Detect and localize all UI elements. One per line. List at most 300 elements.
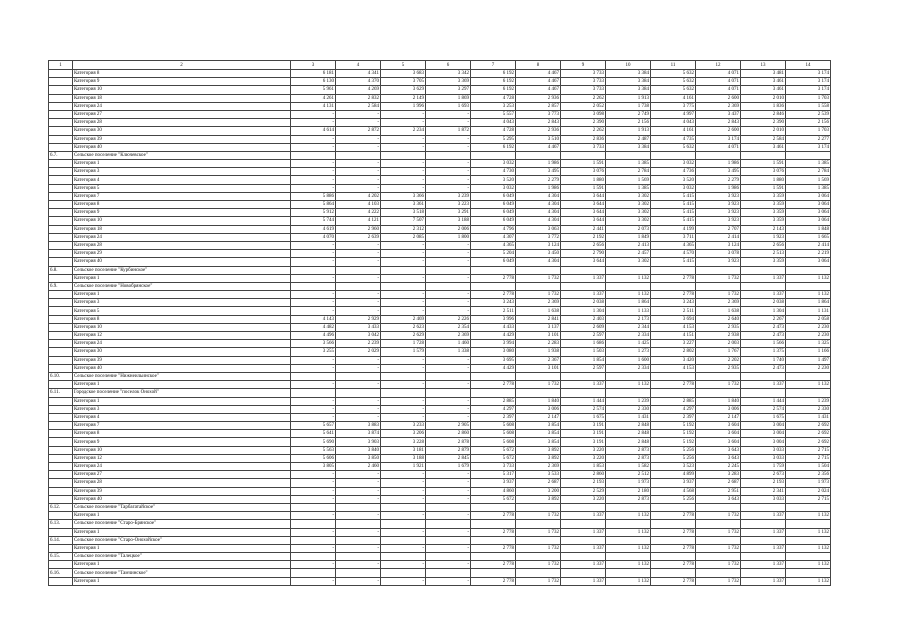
value-cell: 3 384 bbox=[606, 70, 651, 78]
value-cell bbox=[426, 553, 471, 561]
value-cell: 2 692 bbox=[786, 430, 831, 438]
value-cell: 3 937 bbox=[471, 479, 516, 487]
value-cell: 2 245 bbox=[696, 463, 741, 471]
row-number-cell bbox=[49, 184, 73, 192]
value-cell bbox=[786, 151, 831, 159]
value-cell: - bbox=[336, 528, 381, 536]
value-cell: 1 591 bbox=[741, 160, 786, 168]
value-cell: - bbox=[291, 135, 336, 143]
value-cell: 2 951 bbox=[696, 487, 741, 495]
value-cell: 1 385 bbox=[606, 160, 651, 168]
value-cell: - bbox=[291, 528, 336, 536]
row-number-cell bbox=[49, 323, 73, 331]
value-cell bbox=[291, 520, 336, 528]
value-cell: 2 960 bbox=[336, 225, 381, 233]
value-cell: 1 913 bbox=[606, 94, 651, 102]
value-cell: 3 644 bbox=[561, 201, 606, 209]
value-cell bbox=[651, 266, 696, 274]
value-cell: - bbox=[381, 258, 426, 266]
value-cell: 4 736 bbox=[651, 168, 696, 176]
value-cell: 1 638 bbox=[696, 307, 741, 315]
value-cell: 1 675 bbox=[561, 413, 606, 421]
row-number-cell: 6.10. bbox=[49, 372, 73, 380]
table-row bbox=[49, 127, 831, 135]
value-cell bbox=[426, 520, 471, 528]
category-name-cell: Категория 5 bbox=[73, 307, 291, 315]
value-cell: 1 338 bbox=[426, 348, 471, 356]
value-cell: 1 854 bbox=[561, 356, 606, 364]
table-row bbox=[49, 291, 831, 299]
value-cell: 3 359 bbox=[741, 209, 786, 217]
value-cell: 2 226 bbox=[426, 315, 471, 323]
value-cell: - bbox=[291, 168, 336, 176]
value-cell: - bbox=[336, 561, 381, 569]
value-cell: 1 686 bbox=[561, 340, 606, 348]
row-number-cell: 6.9. bbox=[49, 282, 73, 290]
column-number-header bbox=[49, 61, 831, 70]
value-cell: 2 330 bbox=[606, 405, 651, 413]
value-cell: - bbox=[426, 487, 471, 495]
value-cell: 2 156 bbox=[606, 119, 651, 127]
value-cell: 2 935 bbox=[696, 323, 741, 331]
value-cell: 2 609 bbox=[561, 323, 606, 331]
value-cell: 4 071 bbox=[696, 143, 741, 151]
value-cell bbox=[606, 372, 651, 380]
section-row bbox=[49, 520, 831, 528]
value-cell: 3 302 bbox=[606, 192, 651, 200]
value-cell: - bbox=[291, 397, 336, 405]
row-number-cell bbox=[49, 192, 73, 200]
value-cell: 4 161 bbox=[651, 94, 696, 102]
value-cell: 3 733 bbox=[561, 143, 606, 151]
row-number-cell bbox=[49, 250, 73, 258]
value-cell: 1 693 bbox=[426, 102, 471, 110]
value-cell: 2 277 bbox=[786, 135, 831, 143]
value-cell: 4 467 bbox=[516, 143, 561, 151]
value-cell: 1 337 bbox=[561, 544, 606, 552]
tariff-table bbox=[48, 60, 831, 586]
value-cell bbox=[516, 372, 561, 380]
value-cell: 2 656 bbox=[741, 241, 786, 249]
table-row bbox=[49, 168, 831, 176]
value-cell: 2 692 bbox=[786, 422, 831, 430]
value-cell: 2 473 bbox=[741, 332, 786, 340]
settlement-name-cell: Сельское поселение "Нижнеильинское" bbox=[73, 372, 291, 380]
value-cell: 3 705 bbox=[381, 78, 426, 86]
value-cell: - bbox=[381, 176, 426, 184]
value-cell: 4 043 bbox=[651, 119, 696, 127]
row-number-cell bbox=[49, 217, 73, 225]
value-cell: 2 936 bbox=[516, 127, 561, 135]
value-cell: 3 923 bbox=[696, 217, 741, 225]
row-number-cell bbox=[49, 102, 73, 110]
value-cell: 2 369 bbox=[696, 102, 741, 110]
value-cell: 4 619 bbox=[291, 225, 336, 233]
value-cell: 4 121 bbox=[336, 217, 381, 225]
value-cell bbox=[651, 553, 696, 561]
value-cell: - bbox=[291, 299, 336, 307]
value-cell: 2 413 bbox=[606, 241, 651, 249]
value-cell: 3 206 bbox=[381, 430, 426, 438]
value-cell: 2 778 bbox=[651, 512, 696, 520]
value-cell: 4 728 bbox=[471, 94, 516, 102]
value-cell: - bbox=[381, 168, 426, 176]
value-cell: 5 608 bbox=[471, 430, 516, 438]
value-cell: 5 415 bbox=[651, 258, 696, 266]
value-cell: 3 772 bbox=[516, 233, 561, 241]
value-cell: 3 243 bbox=[471, 299, 516, 307]
value-cell: 5 632 bbox=[651, 70, 696, 78]
category-name-cell: Категория 1 bbox=[73, 160, 291, 168]
value-cell: 6 049 bbox=[471, 217, 516, 225]
column-number-cell: 5 bbox=[381, 61, 426, 70]
value-cell bbox=[471, 553, 516, 561]
value-cell bbox=[381, 151, 426, 159]
section-row bbox=[49, 536, 831, 544]
value-cell: - bbox=[381, 291, 426, 299]
value-cell: 1 836 bbox=[741, 102, 786, 110]
value-cell: 3 854 bbox=[516, 438, 561, 446]
value-cell: 1 337 bbox=[561, 381, 606, 389]
value-cell: 1 986 bbox=[696, 160, 741, 168]
category-name-cell: Категория 3 bbox=[73, 168, 291, 176]
category-name-cell: Категория 18 bbox=[73, 94, 291, 102]
category-name-cell: Категория 5 bbox=[73, 184, 291, 192]
category-name-cell: Категория 4 bbox=[73, 413, 291, 421]
table-row bbox=[49, 323, 831, 331]
value-cell: 2 600 bbox=[696, 127, 741, 135]
value-cell: 2 584 bbox=[741, 135, 786, 143]
value-cell: 5 632 bbox=[651, 143, 696, 151]
value-cell: 4 143 bbox=[291, 315, 336, 323]
value-cell: 2 687 bbox=[696, 479, 741, 487]
category-name-cell: Категория 9 bbox=[73, 78, 291, 86]
value-cell: 5 256 bbox=[651, 446, 696, 454]
value-cell: 3 523 bbox=[651, 463, 696, 471]
value-cell: - bbox=[336, 160, 381, 168]
value-cell bbox=[516, 520, 561, 528]
value-cell: 4 429 bbox=[471, 332, 516, 340]
value-cell bbox=[561, 569, 606, 577]
value-cell bbox=[786, 503, 831, 511]
value-cell: 2 848 bbox=[606, 430, 651, 438]
row-number-cell bbox=[49, 201, 73, 209]
value-cell: 4 222 bbox=[336, 209, 381, 217]
value-cell: - bbox=[291, 274, 336, 282]
value-cell: 3 604 bbox=[696, 438, 741, 446]
category-name-cell: Категория 40 bbox=[73, 495, 291, 503]
category-name-cell: Категория 24 bbox=[73, 340, 291, 348]
value-cell: - bbox=[336, 479, 381, 487]
value-cell: 3 297 bbox=[426, 86, 471, 94]
value-cell: 1 337 bbox=[741, 381, 786, 389]
category-name-cell: Категория 40 bbox=[73, 258, 291, 266]
row-number-cell bbox=[49, 168, 73, 176]
value-cell: 1 938 bbox=[516, 348, 561, 356]
row-number-cell bbox=[49, 119, 73, 127]
value-cell: 1 732 bbox=[696, 577, 741, 585]
row-number-cell bbox=[49, 348, 73, 356]
value-cell: 1 337 bbox=[741, 274, 786, 282]
value-cell: 4 161 bbox=[651, 127, 696, 135]
value-cell: 2 778 bbox=[471, 528, 516, 536]
category-name-cell: Категория 10 bbox=[73, 446, 291, 454]
value-cell: 3 006 bbox=[516, 405, 561, 413]
value-cell: - bbox=[336, 135, 381, 143]
value-cell bbox=[381, 553, 426, 561]
value-cell: 2 778 bbox=[651, 291, 696, 299]
value-cell: 2 344 bbox=[606, 323, 651, 331]
row-number-cell: 6.16. bbox=[49, 569, 73, 577]
category-name-cell: Категория 4 bbox=[73, 176, 291, 184]
category-name-cell: Категория 24 bbox=[73, 233, 291, 241]
row-number-cell bbox=[49, 577, 73, 585]
value-cell: 1 732 bbox=[516, 274, 561, 282]
value-cell: 1 325 bbox=[786, 340, 831, 348]
value-cell: 1 132 bbox=[606, 381, 651, 389]
value-cell: 1 132 bbox=[786, 561, 831, 569]
row-number-cell bbox=[49, 110, 73, 118]
settlement-name-cell: Городское поселение "поселок Онохой" bbox=[73, 389, 291, 397]
value-cell: 2 857 bbox=[516, 102, 561, 110]
value-cell: 2 058 bbox=[786, 315, 831, 323]
value-cell: 2 778 bbox=[471, 512, 516, 520]
value-cell bbox=[651, 372, 696, 380]
value-cell: - bbox=[381, 135, 426, 143]
value-cell: 2 487 bbox=[606, 135, 651, 143]
value-cell: - bbox=[336, 110, 381, 118]
category-name-cell: Категория 12 bbox=[73, 332, 291, 340]
value-cell bbox=[291, 569, 336, 577]
category-name-cell: Категория 40 bbox=[73, 143, 291, 151]
value-cell bbox=[786, 536, 831, 544]
value-cell: 3 450 bbox=[516, 250, 561, 258]
value-cell: - bbox=[336, 471, 381, 479]
value-cell: 2 283 bbox=[516, 340, 561, 348]
value-cell: 3 078 bbox=[696, 250, 741, 258]
value-cell: 1 337 bbox=[741, 577, 786, 585]
value-cell: 2 715 bbox=[786, 446, 831, 454]
value-cell: 1 728 bbox=[381, 340, 426, 348]
value-cell bbox=[786, 389, 831, 397]
value-cell bbox=[336, 520, 381, 528]
value-cell: 2 073 bbox=[606, 225, 651, 233]
value-cell: 2 873 bbox=[606, 446, 651, 454]
value-cell bbox=[471, 389, 516, 397]
value-cell: 3 694 bbox=[651, 315, 696, 323]
value-cell: 3 255 bbox=[291, 348, 336, 356]
value-cell: 3 302 bbox=[606, 258, 651, 266]
value-cell bbox=[426, 282, 471, 290]
value-cell: - bbox=[291, 143, 336, 151]
value-cell: 2 511 bbox=[651, 307, 696, 315]
value-cell: - bbox=[426, 577, 471, 585]
settlement-name-cell: Сельское поселение "Талецкое" bbox=[73, 553, 291, 561]
value-cell: 4 796 bbox=[471, 225, 516, 233]
value-cell bbox=[696, 372, 741, 380]
category-name-cell: Категория 7 bbox=[73, 422, 291, 430]
value-cell: - bbox=[291, 487, 336, 495]
value-cell bbox=[471, 569, 516, 577]
value-cell: 2 511 bbox=[471, 307, 516, 315]
value-cell: 1 840 bbox=[516, 397, 561, 405]
value-cell: 2 778 bbox=[651, 577, 696, 585]
value-cell: 2 845 bbox=[426, 454, 471, 462]
value-cell: 1 732 bbox=[696, 381, 741, 389]
value-cell bbox=[336, 266, 381, 274]
category-name-cell: Категория 12 bbox=[73, 454, 291, 462]
column-number-cell: 10 bbox=[606, 61, 651, 70]
value-cell: 2 879 bbox=[426, 446, 471, 454]
value-cell: - bbox=[291, 405, 336, 413]
value-cell: - bbox=[381, 299, 426, 307]
value-cell: - bbox=[381, 160, 426, 168]
value-cell: 1 558 bbox=[786, 102, 831, 110]
value-cell: 3 253 bbox=[471, 102, 516, 110]
value-cell: - bbox=[381, 471, 426, 479]
value-cell bbox=[561, 372, 606, 380]
value-cell: 3 239 bbox=[426, 192, 471, 200]
value-cell bbox=[651, 503, 696, 511]
value-cell: - bbox=[291, 381, 336, 389]
value-cell: - bbox=[381, 479, 426, 487]
value-cell: 1 591 bbox=[561, 160, 606, 168]
value-cell: 5 606 bbox=[291, 454, 336, 462]
value-cell: 3 227 bbox=[651, 340, 696, 348]
value-cell: 2 143 bbox=[741, 225, 786, 233]
value-cell: 3 181 bbox=[381, 446, 426, 454]
value-cell: - bbox=[336, 274, 381, 282]
value-cell: 6 049 bbox=[471, 192, 516, 200]
category-name-cell: Категория 18 bbox=[73, 225, 291, 233]
row-number-cell bbox=[49, 512, 73, 520]
value-cell: 1 385 bbox=[786, 160, 831, 168]
table-row bbox=[49, 307, 831, 315]
value-cell: 2 397 bbox=[651, 413, 696, 421]
value-cell: 2 038 bbox=[741, 299, 786, 307]
value-cell bbox=[381, 520, 426, 528]
category-name-cell: Категория 8 bbox=[73, 315, 291, 323]
value-cell bbox=[786, 520, 831, 528]
value-cell: - bbox=[291, 544, 336, 552]
value-cell: 4 307 bbox=[471, 233, 516, 241]
value-cell: 2 784 bbox=[606, 168, 651, 176]
category-name-cell: Категория 30 bbox=[73, 348, 291, 356]
table-row bbox=[49, 78, 831, 86]
value-cell: - bbox=[426, 512, 471, 520]
value-cell: 6 192 bbox=[471, 143, 516, 151]
value-cell: 2 262 bbox=[561, 127, 606, 135]
value-cell: 2 147 bbox=[516, 413, 561, 421]
value-cell: - bbox=[336, 241, 381, 249]
value-cell: 1 840 bbox=[696, 397, 741, 405]
row-number-cell: 6.8. bbox=[49, 266, 73, 274]
value-cell: 1 132 bbox=[606, 291, 651, 299]
value-cell: 1 732 bbox=[516, 544, 561, 552]
value-cell: 1 133 bbox=[606, 307, 651, 315]
section-row bbox=[49, 282, 831, 290]
value-cell: - bbox=[381, 405, 426, 413]
value-cell: - bbox=[426, 471, 471, 479]
value-cell: 6 049 bbox=[471, 209, 516, 217]
value-cell bbox=[561, 503, 606, 511]
row-number-cell bbox=[49, 291, 73, 299]
value-cell: - bbox=[291, 471, 336, 479]
value-cell: 1 569 bbox=[606, 176, 651, 184]
value-cell: 2 006 bbox=[426, 225, 471, 233]
value-cell: - bbox=[291, 184, 336, 192]
table-row bbox=[49, 143, 831, 151]
value-cell: 3 220 bbox=[561, 446, 606, 454]
value-cell: 5 192 bbox=[651, 438, 696, 446]
value-cell: 2 369 bbox=[516, 463, 561, 471]
table-row bbox=[49, 110, 831, 118]
value-cell bbox=[471, 266, 516, 274]
value-cell: 4 103 bbox=[336, 201, 381, 209]
value-cell bbox=[426, 151, 471, 159]
value-cell: 1 273 bbox=[606, 348, 651, 356]
value-cell: 3 359 bbox=[741, 192, 786, 200]
row-number-cell: 6.12. bbox=[49, 503, 73, 511]
value-cell: 2 230 bbox=[786, 332, 831, 340]
value-cell: - bbox=[381, 364, 426, 372]
value-cell: - bbox=[336, 356, 381, 364]
value-cell: - bbox=[291, 479, 336, 487]
value-cell: 6 049 bbox=[471, 258, 516, 266]
value-cell: - bbox=[381, 495, 426, 503]
value-cell: 3 228 bbox=[381, 438, 426, 446]
value-cell: 1 385 bbox=[786, 184, 831, 192]
value-cell: 3 420 bbox=[651, 356, 696, 364]
value-cell: 3 042 bbox=[336, 332, 381, 340]
value-cell bbox=[426, 372, 471, 380]
value-cell: - bbox=[336, 168, 381, 176]
value-cell: 3 064 bbox=[786, 201, 831, 209]
value-cell: 3 892 bbox=[516, 454, 561, 462]
category-name-cell: Категория 8 bbox=[73, 201, 291, 209]
settlement-name-cell: Сельское поселение "Тарбагатайское" bbox=[73, 503, 291, 511]
value-cell: 2 778 bbox=[651, 561, 696, 569]
table-row bbox=[49, 340, 831, 348]
value-cell bbox=[426, 266, 471, 274]
value-cell: - bbox=[426, 544, 471, 552]
section-row bbox=[49, 389, 831, 397]
value-cell bbox=[516, 569, 561, 577]
row-number-cell: 6.7. bbox=[49, 151, 73, 159]
value-cell: 3 775 bbox=[651, 102, 696, 110]
row-number-cell bbox=[49, 209, 73, 217]
value-cell: - bbox=[381, 184, 426, 192]
row-number-cell bbox=[49, 332, 73, 340]
value-cell: 2 010 bbox=[741, 127, 786, 135]
value-cell: 4 304 bbox=[516, 217, 561, 225]
row-number-cell bbox=[49, 463, 73, 471]
value-cell: 3 174 bbox=[786, 70, 831, 78]
value-cell: 2 841 bbox=[516, 315, 561, 323]
value-cell bbox=[651, 536, 696, 544]
value-cell: 4 614 bbox=[291, 127, 336, 135]
column-number-cell: 4 bbox=[336, 61, 381, 70]
value-cell bbox=[696, 389, 741, 397]
value-cell: 2 279 bbox=[696, 176, 741, 184]
value-cell: 2 749 bbox=[606, 110, 651, 118]
value-cell: 4 199 bbox=[651, 225, 696, 233]
table-row bbox=[49, 94, 831, 102]
value-cell: 3 481 bbox=[741, 70, 786, 78]
value-cell: 1 166 bbox=[786, 348, 831, 356]
value-cell: 1 503 bbox=[561, 348, 606, 356]
value-cell: 2 156 bbox=[786, 119, 831, 127]
